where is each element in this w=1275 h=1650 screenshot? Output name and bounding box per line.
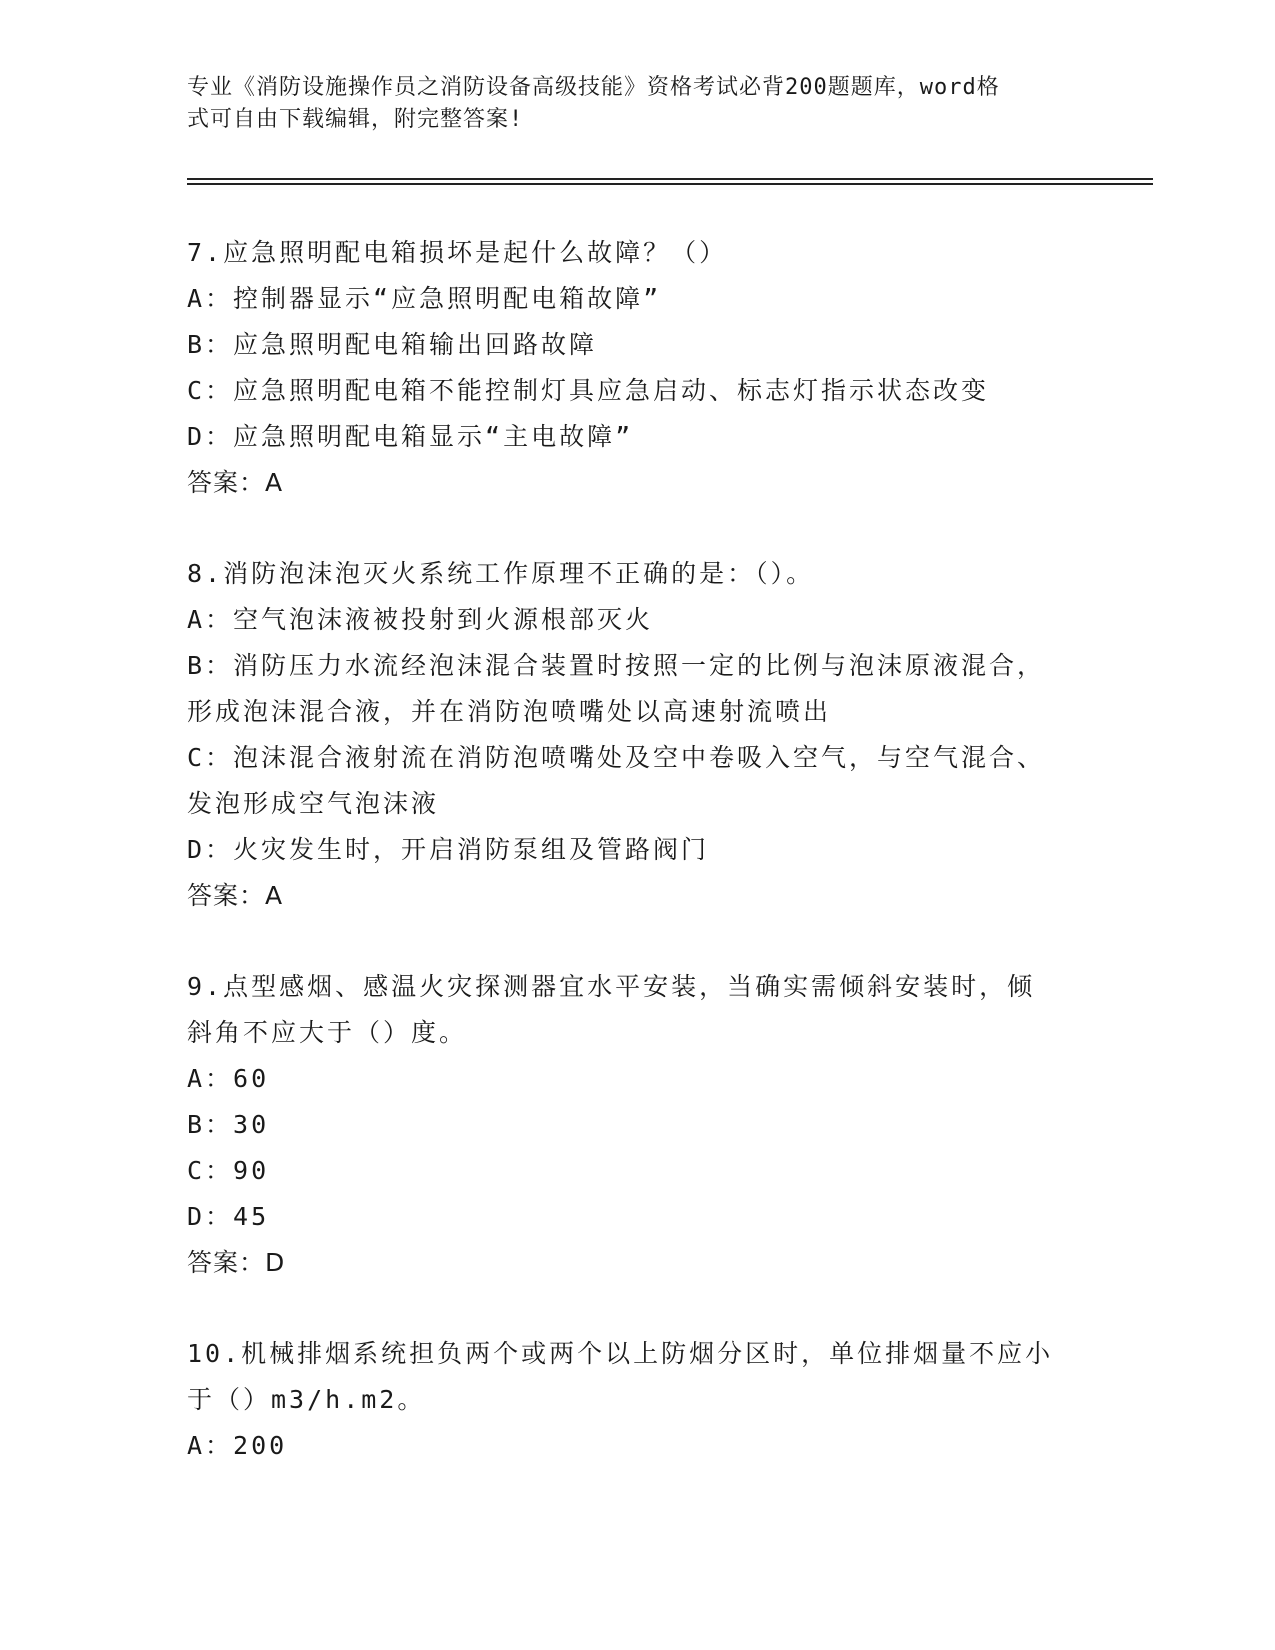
question-stem: 7.应急照明配电箱损坏是起什么故障？（） bbox=[187, 238, 728, 267]
header-divider-bottom bbox=[187, 183, 1153, 185]
answer-label: 答案：A bbox=[187, 881, 284, 910]
option-c: C：90 bbox=[187, 1156, 270, 1185]
option-b: B：应急照明配电箱输出回路故障 bbox=[187, 330, 598, 359]
option-d: D：应急照明配电箱显示“主电故障” bbox=[187, 422, 634, 451]
option-b: B：30 bbox=[187, 1110, 270, 1139]
document-header bbox=[187, 72, 1087, 136]
question-9 bbox=[187, 964, 1187, 1286]
question-7 bbox=[187, 230, 1187, 506]
option-c-continued: 发泡形成空气泡沫液 bbox=[187, 789, 440, 818]
option-b: B：消防压力水流经泡沫混合装置时按照一定的比例与泡沫原液混合， bbox=[187, 651, 1046, 680]
option-b-continued: 形成泡沫混合液，并在消防泡喷嘴处以高速射流喷出 bbox=[187, 697, 832, 726]
option-a: A：控制器显示“应急照明配电箱故障” bbox=[187, 284, 662, 313]
question-10 bbox=[187, 1331, 1187, 1469]
question-stem-continued: 斜角不应大于（）度。 bbox=[187, 1018, 468, 1047]
option-a: A：200 bbox=[187, 1431, 288, 1460]
option-a: A：空气泡沫液被投射到火源根部灭火 bbox=[187, 605, 654, 634]
question-stem: 9.点型感烟、感温火灾探测器宜水平安装，当确实需倾斜安装时，倾 bbox=[187, 972, 1036, 1001]
option-d: D：45 bbox=[187, 1202, 270, 1231]
option-c: C：泡沫混合液射流在消防泡喷嘴处及空中卷吸入空气，与空气混合、 bbox=[187, 743, 1046, 772]
option-a: A：60 bbox=[187, 1064, 270, 1093]
question-list bbox=[187, 230, 1187, 1514]
option-d: D：火灾发生时，开启消防泵组及管路阀门 bbox=[187, 835, 710, 864]
question-8 bbox=[187, 551, 1187, 919]
question-stem: 8.消防泡沫泡灭火系统工作原理不正确的是：（）。 bbox=[187, 559, 815, 588]
header-line-2: 式可自由下载编辑，附完整答案! bbox=[187, 107, 524, 132]
option-c: C：应急照明配电箱不能控制灯具应急启动、标志灯指示状态改变 bbox=[187, 376, 990, 405]
question-stem-continued: 于（）m3/h.m2。 bbox=[187, 1385, 426, 1414]
header-divider-top bbox=[187, 178, 1153, 180]
header-line-1: 专业《消防设施操作员之消防设备高级技能》资格考试必背200题题库，word格 bbox=[187, 75, 1000, 100]
question-stem: 10.机械排烟系统担负两个或两个以上防烟分区时，单位排烟量不应小 bbox=[187, 1339, 1054, 1368]
answer-label: 答案：D bbox=[187, 1248, 286, 1277]
answer-label: 答案：A bbox=[187, 468, 284, 497]
